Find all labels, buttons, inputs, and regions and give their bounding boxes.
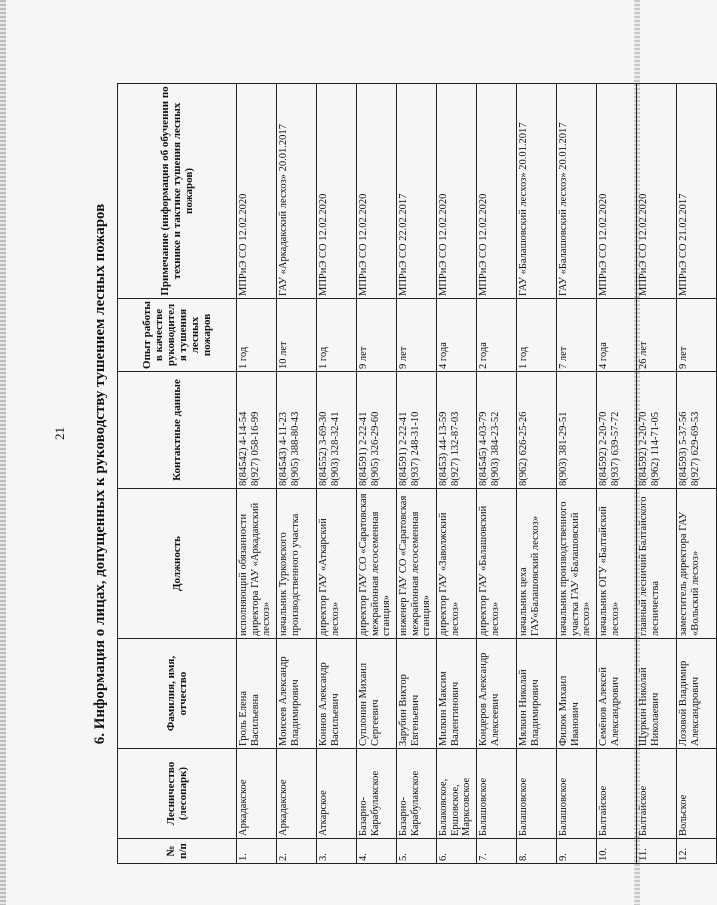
cell-fullname: Кондеров Александр Алексеевич xyxy=(477,639,517,749)
header-position: Должность xyxy=(118,489,237,639)
cell-forestry: Базарно-Карабулакское xyxy=(357,749,397,839)
cell-note: МПРиЭ СО 12.02.2020 xyxy=(597,84,637,299)
cell-number: 11. xyxy=(637,839,677,864)
table-row xyxy=(237,84,277,864)
cell-position: директор ГАУ «Заволжский лесхоз» xyxy=(437,489,477,639)
cell-fullname: Зарубин Виктор Евгеньевич xyxy=(397,639,437,749)
cell-contacts: 8(84591) 2-22-41 8(937) 248-31-10 xyxy=(397,372,437,489)
cell-position: начальник производственного участка ГАУ «Балашовский лесхоз» xyxy=(557,489,597,639)
cell-forestry: Аркадакское xyxy=(277,749,317,839)
table-row xyxy=(597,84,637,864)
table-row xyxy=(517,84,557,864)
header-contacts: Контактные данные xyxy=(118,372,237,489)
cell-position: заместитель директора ГАУ «Вольский лесхоз» xyxy=(677,489,717,639)
cell-forestry: Вольское xyxy=(677,749,717,839)
table-row xyxy=(317,84,357,864)
cell-forestry: Балашовское xyxy=(557,749,597,839)
cell-contacts: 8(84592) 2-20-70 8(962) 114-71-05 xyxy=(637,372,677,489)
table-row xyxy=(437,84,477,864)
persons-table xyxy=(117,83,717,864)
cell-note: МПРиЭ СО 21.02.2017 xyxy=(677,84,717,299)
cell-experience: 9 лет xyxy=(397,299,437,372)
cell-position: главный лесничий Балтайского лесничества xyxy=(637,489,677,639)
cell-experience: 9 лет xyxy=(677,299,717,372)
cell-fullname: Коннов Александр Васильевич xyxy=(317,639,357,749)
cell-contacts: 8(903) 381-29-51 xyxy=(557,372,597,489)
table-row xyxy=(357,84,397,864)
cell-number: 4. xyxy=(357,839,397,864)
scan-edge-left xyxy=(0,0,6,905)
cell-position: директор ГАУ «Балашовский лесхоз» xyxy=(477,489,517,639)
cell-note: ГАУ «Аркадакский лесхоз» 20.01.2017 xyxy=(277,84,317,299)
cell-position: начальник цеха ГАУ«Балашовский лесхоз» xyxy=(517,489,557,639)
cell-forestry: Балашовское xyxy=(517,749,557,839)
cell-note: МПРиЭ СО 12.02.2020 xyxy=(237,84,277,299)
cell-forestry: Аркадакское xyxy=(237,749,277,839)
header-fullname: Фамилия, имя, отчество xyxy=(118,639,237,749)
document-title: 6. Информация о лицах, допущенных к руководству тушением лесных пожаров xyxy=(92,203,108,745)
cell-experience: 7 лет xyxy=(557,299,597,372)
cell-contacts: 8(84593) 5-37-56 8(927) 629-69-53 xyxy=(677,372,717,489)
table-row xyxy=(677,84,717,864)
cell-forestry: Балашовское xyxy=(477,749,517,839)
table-row xyxy=(637,84,677,864)
cell-note: МПРиЭ СО 12.02.2020 xyxy=(437,84,477,299)
cell-contacts: 8(962) 626-25-26 xyxy=(517,372,557,489)
cell-position: инженер ГАУ СО «Саратовская межрайонная лесосеменная станция» xyxy=(397,489,437,639)
table-row xyxy=(557,84,597,864)
cell-number: 12. xyxy=(677,839,717,864)
cell-number: 5. xyxy=(397,839,437,864)
cell-number: 9. xyxy=(557,839,597,864)
cell-fullname: Моисеев Александр Владимирович xyxy=(277,639,317,749)
cell-note: ГАУ «Балашовский лесхоз» 20.01.2017 xyxy=(517,84,557,299)
header-experience: Опыт работы в качестве руководителя тушения лесных пожаров xyxy=(118,299,237,372)
cell-experience: 1 год xyxy=(317,299,357,372)
cell-number: 8. xyxy=(517,839,557,864)
cell-fullname: Щуркин Николай Николаевич xyxy=(637,639,677,749)
cell-fullname: Мялкин Николай Владимирович xyxy=(517,639,557,749)
cell-forestry: Балтайское xyxy=(637,749,677,839)
cell-forestry: Балаковское, Ершовское, Марксовское xyxy=(437,749,477,839)
header-forestry: Лесничество (лесопарк) xyxy=(118,749,237,839)
cell-contacts: 8(8453) 44-13-59 8(927) 132-87-03 xyxy=(437,372,477,489)
cell-fullname: Филюк Михаил Иванович xyxy=(557,639,597,749)
cell-experience: 2 года xyxy=(477,299,517,372)
rotated-document xyxy=(88,84,701,864)
cell-note: МПРиЭ СО 12.02.2020 xyxy=(317,84,357,299)
cell-number: 10. xyxy=(597,839,637,864)
cell-experience: 1 год xyxy=(517,299,557,372)
cell-position: исполняющий обязанности директора ГАУ «Аркадакский лесхоз» xyxy=(237,489,277,639)
cell-contacts: 8(84543) 4-11-23 8(905) 388-80-43 xyxy=(277,372,317,489)
cell-contacts: 8(84591) 2-22-41 8(905) 326-29-60 xyxy=(357,372,397,489)
cell-fullname: Суплонин Михаил Сергеевич xyxy=(357,639,397,749)
cell-note: ГАУ «Балашовский лесхоз» 20.01.2017 xyxy=(557,84,597,299)
cell-note: МПРиЭ СО 12.02.2020 xyxy=(477,84,517,299)
cell-experience: 1 год xyxy=(237,299,277,372)
cell-note: МПРиЭ СО 12.02.2020 xyxy=(357,84,397,299)
cell-forestry: Аткарское xyxy=(317,749,357,839)
table-row xyxy=(397,84,437,864)
cell-contacts: 8(84552) 3-69-30 8(903) 328-32-41 xyxy=(317,372,357,489)
cell-number: 1. xyxy=(237,839,277,864)
page-number: 21 xyxy=(52,427,67,440)
cell-position: начальник ОГУ «Балтайский лесхоз» xyxy=(597,489,637,639)
cell-forestry: Базарно-Карабулакское xyxy=(397,749,437,839)
cell-contacts: 8(84542) 4-14-54 8(927) 058-16-99 xyxy=(237,372,277,489)
cell-position: начальник Турковского производственного участка xyxy=(277,489,317,639)
cell-note: МПРиЭ СО 22.02.2017 xyxy=(397,84,437,299)
cell-contacts: 8(84545) 4-03-79 8(903) 384-23-52 xyxy=(477,372,517,489)
cell-contacts: 8(84592) 2-20-70 8(937) 639-57-72 xyxy=(597,372,637,489)
cell-fullname: Гроль Елена Васильевна xyxy=(237,639,277,749)
table-header-row xyxy=(118,84,237,864)
cell-position: директор ГАУ СО «Саратовская межрайонная лесосеменная станция» xyxy=(357,489,397,639)
cell-experience: 9 лет xyxy=(357,299,397,372)
cell-forestry: Балтайское xyxy=(597,749,637,839)
cell-number: 3. xyxy=(317,839,357,864)
header-number: № п/п xyxy=(118,839,237,864)
table-row xyxy=(477,84,517,864)
cell-experience: 26 лет xyxy=(637,299,677,372)
header-note: Примечание (информация об обучении по технике и тактике тушения лесных пожаров) xyxy=(118,84,237,299)
cell-experience: 4 года xyxy=(597,299,637,372)
cell-position: директор ГАУ «Аткарский лесхоз» xyxy=(317,489,357,639)
cell-fullname: Семёнов Алексей Александрович xyxy=(597,639,637,749)
cell-experience: 4 года xyxy=(437,299,477,372)
cell-number: 7. xyxy=(477,839,517,864)
cell-fullname: Милкин Максим Валентинович xyxy=(437,639,477,749)
table-row xyxy=(277,84,317,864)
cell-fullname: Лозовой Владимир Александрович xyxy=(677,639,717,749)
cell-note: МПРиЭ СО 12.02.2020 xyxy=(637,84,677,299)
cell-experience: 10 лет xyxy=(277,299,317,372)
cell-number: 2. xyxy=(277,839,317,864)
cell-number: 6. xyxy=(437,839,477,864)
